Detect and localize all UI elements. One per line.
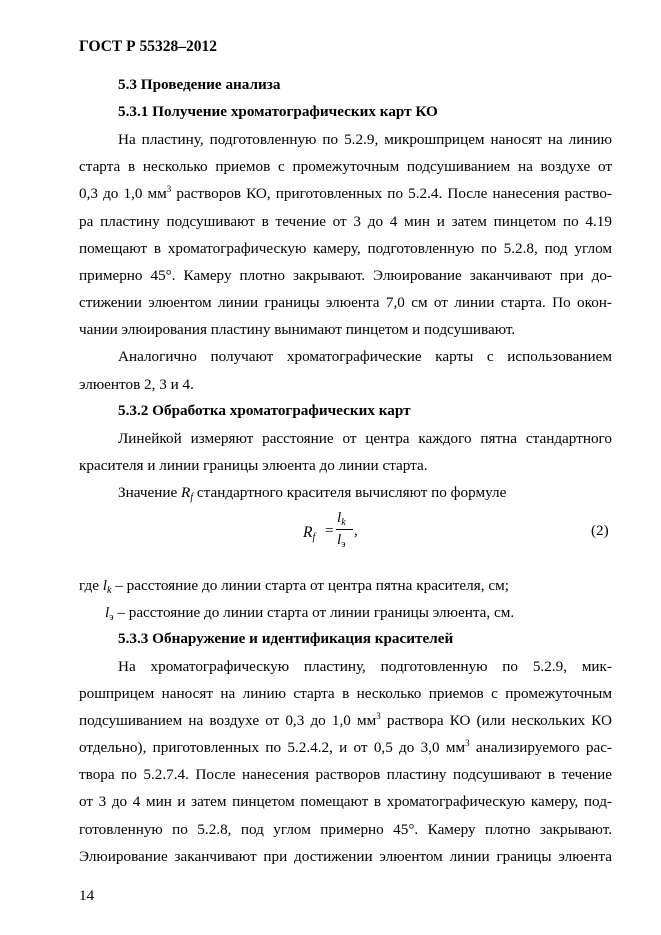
section-heading-5-3-3: 5.3.3 Обнаружение и идентификация красителей	[118, 630, 454, 647]
text-line: элюентов 2, 3 и 4.	[79, 376, 194, 393]
formula-denominator: $l_э$	[337, 531, 346, 550]
text-line: Элюирование заканчивают при достижении элюентом линии границы элюента	[79, 848, 612, 865]
text-line: Линейкой измеряют расстояние от центра каждого пятна стандартного	[118, 430, 612, 447]
text-line: На пластину, подготовленную по 5.2.9, микрошприцем наносят на линию	[118, 131, 612, 148]
document-header: ГОСТ Р 55328–2012	[79, 38, 217, 55]
text-line: старта в несколько приемов с промежуточным подсушиванием на воздухе от	[79, 158, 612, 175]
text-line: готовленную по 5.2.8, под углом примерно 45°. Камеру плотно закрывают.	[79, 821, 612, 838]
where-lk: где $l_k$ – расстояние до линии старта от центра пятна красителя, см;	[79, 577, 509, 596]
text-line: подсушиванием на воздухе от 0,3 до 1,0 $мм^3$ раствора КО (или нескольких КО	[79, 712, 612, 729]
fraction-bar	[336, 529, 353, 530]
text-line: отдельно), приготовленных по 5.2.4.2, и от 0,5 до 3,0 $мм^3$ анализируемого рас-	[79, 739, 612, 756]
text-line: чании элюирования пластину вынимают пинцетом и подсушивают.	[79, 321, 516, 338]
text-line: ра пластину подсушивают в течение от 3 до 4 мин и затем пинцетом по 4.19	[79, 213, 612, 230]
formula-equals: =	[325, 522, 334, 539]
formula-numerator: $l_k$	[337, 509, 346, 528]
text-line: 0,3 до 1,0 $мм^3$ растворов КО, приготовленных по 5.2.4. После нанесения раство-	[79, 185, 612, 202]
text-line: от 3 до 4 мин и затем пинцетом помещают в хроматографическую камеру, под-	[79, 793, 612, 810]
page-number: 14	[79, 887, 95, 904]
text-line: стижении элюентом линии границы элюента 7,0 см от линии старта. По окон-	[79, 294, 612, 311]
formula-number: (2)	[591, 522, 609, 539]
formula-intro: Значение $R_f$ стандартного красителя вычисляют по формуле	[118, 484, 507, 503]
formula-lhs: $R_f$	[303, 524, 316, 543]
text-line: примерно 45°. Камеру плотно закрывают. Элюирование заканчивают при до-	[79, 267, 612, 284]
text-line: Аналогично получают хроматографические карты с использованием	[118, 348, 612, 365]
where-le: $l_э$ – расстояние до линии старта от линии границы элюента, см.	[105, 604, 515, 623]
formula-comma: ,	[354, 522, 358, 539]
text-line: рошприцем наносят на линию старта в несколько приемов с промежуточным	[79, 685, 612, 702]
text-line: На хроматографическую пластину, подготовленную по 5.2.9, мик-	[118, 658, 612, 675]
section-heading-5-3-1: 5.3.1 Получение хроматографических карт КО	[118, 103, 438, 120]
text-line: красителя и линии границы элюента до линии старта.	[79, 457, 428, 474]
text-line: твора по 5.2.7.4. После нанесения растворов пластину подсушивают в течение	[79, 766, 612, 783]
section-heading-5-3-2: 5.3.2 Обработка хроматографических карт	[118, 402, 411, 419]
section-heading-5-3: 5.3 Проведение анализа	[118, 76, 281, 93]
text-line: помещают в хроматографическую камеру, подготовленную по 5.2.8, под углом	[79, 240, 612, 257]
